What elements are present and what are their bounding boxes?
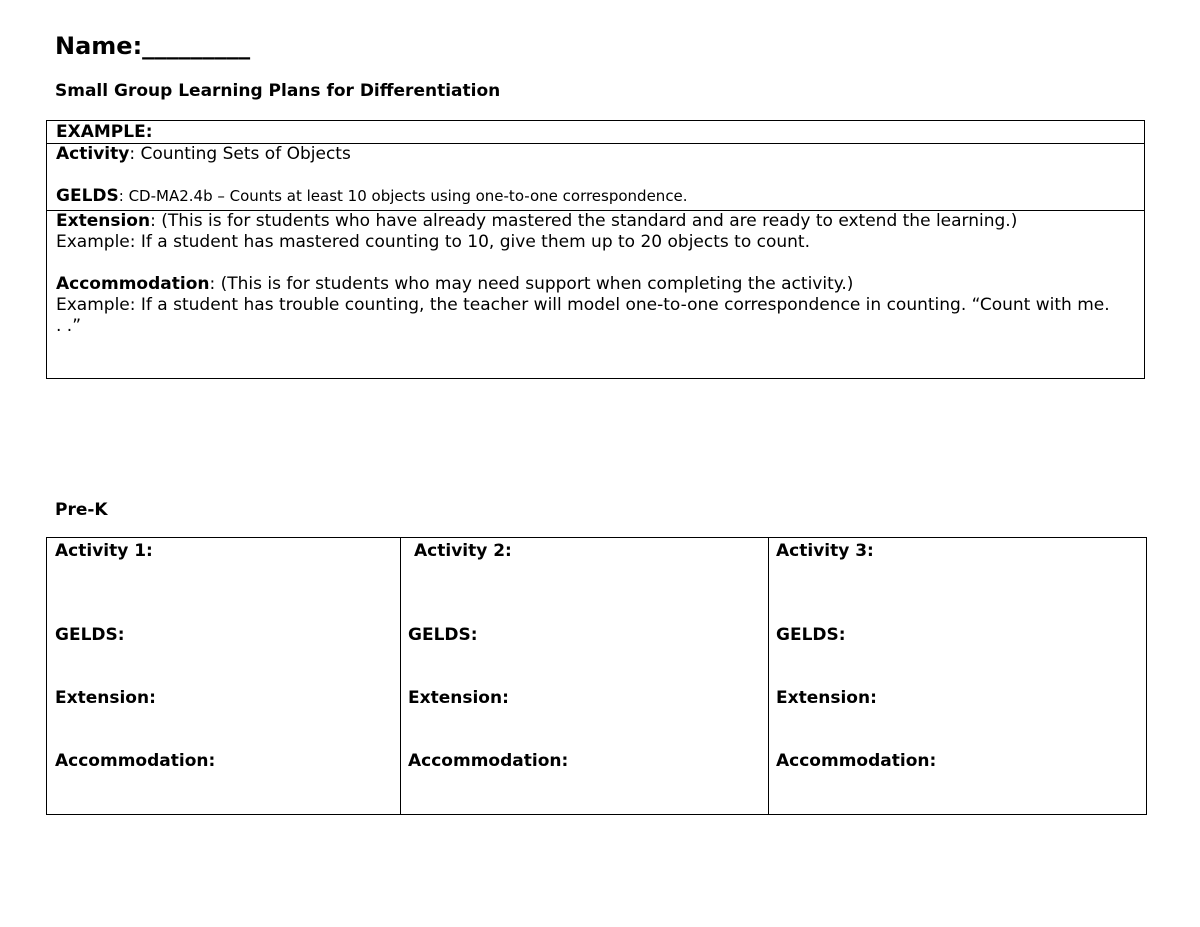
- example-activity-row: [47, 143, 1144, 211]
- example-extension-line: [56, 211, 1017, 231]
- activity-2-extension: Extension:: [408, 688, 509, 708]
- example-header: EXAMPLE:: [56, 122, 153, 142]
- accommodation-text: : (This is for students who may need support when completing the activity.): [209, 274, 854, 294]
- name-field-label: Name:_________: [55, 32, 251, 60]
- extension-text: : (This is for students who have already mastered the standard and are ready to extend the learning.): [150, 211, 1018, 231]
- activity-text: : Counting Sets of Objects: [129, 144, 351, 164]
- accommodation-example: Example: If a student has trouble counting, the teacher will model one-to-one correspondence in counting. “Count with me. . .”: [56, 295, 1110, 336]
- activity-2-title: Activity 2:: [414, 541, 512, 561]
- activity-1-title: Activity 1:: [55, 541, 153, 561]
- activity-column-3: [768, 538, 1146, 814]
- extension-label: Extension: [56, 211, 151, 231]
- activity-1-extension: Extension:: [55, 688, 156, 708]
- activity-2-accommodation: Accommodation:: [408, 751, 569, 771]
- extension-example: Example: If a student has mastered counting to 10, give them up to 20 objects to count.: [56, 232, 811, 252]
- activity-1-accommodation: Accommodation:: [55, 751, 216, 771]
- example-header-row: [47, 121, 1144, 144]
- document-title: Small Group Learning Plans for Differentiation: [55, 81, 501, 101]
- gelds-label: GELDS: [56, 186, 119, 206]
- example-accommodation-line: [56, 274, 853, 294]
- activity-3-accommodation: Accommodation:: [776, 751, 937, 771]
- example-extension-row: [47, 210, 1144, 378]
- example-activity-line: [56, 144, 351, 164]
- accommodation-label: Accommodation: [56, 274, 210, 294]
- gelds-text: : CD-MA2.4b – Counts at least 10 objects using one-to-one correspondence.: [118, 187, 688, 205]
- example-table: [46, 120, 1145, 379]
- example-gelds-line: [56, 186, 688, 206]
- activity-column-2: [400, 538, 769, 814]
- activity-3-extension: Extension:: [776, 688, 877, 708]
- activities-table: [46, 537, 1147, 815]
- activity-1-gelds: GELDS:: [55, 625, 125, 645]
- activity-3-gelds: GELDS:: [776, 625, 846, 645]
- activity-3-title: Activity 3:: [776, 541, 874, 561]
- activity-label: Activity: [56, 144, 130, 164]
- activity-2-gelds: GELDS:: [408, 625, 478, 645]
- activity-column-1: [47, 538, 401, 814]
- grade-level-label: Pre-K: [55, 500, 108, 520]
